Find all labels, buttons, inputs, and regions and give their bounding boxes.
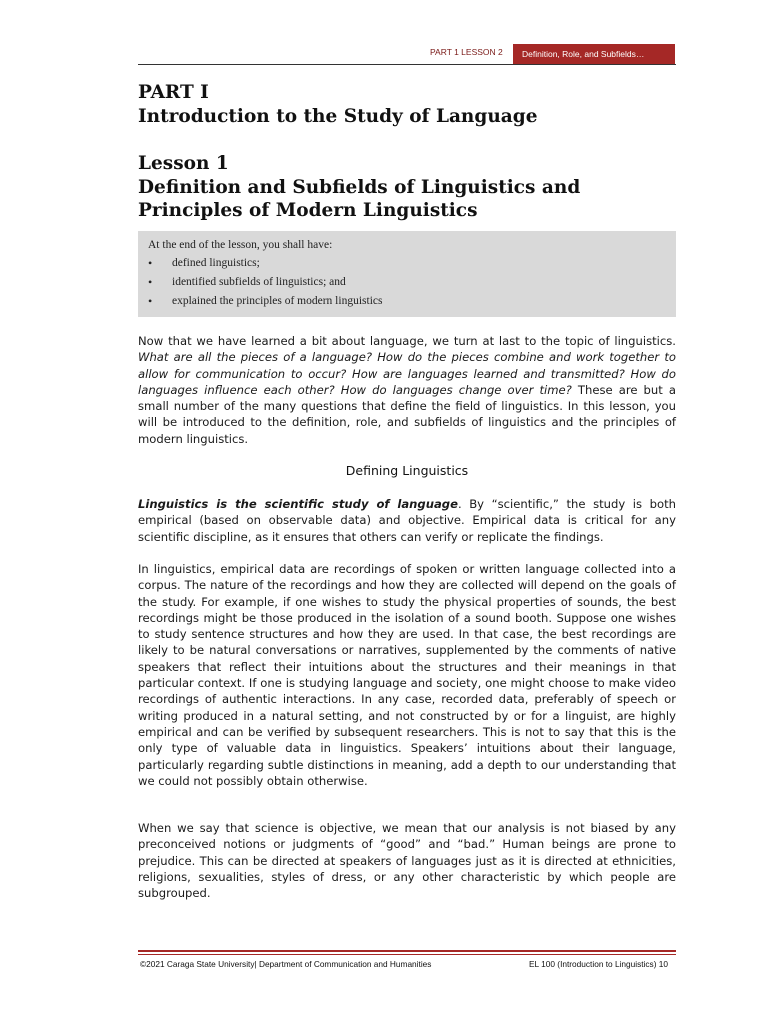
- objectives-list: [148, 254, 666, 311]
- objective-item: • explained the principles of modern linguistics: [148, 292, 666, 311]
- lesson-title-line1: Definition and Subfields of Linguistics and: [138, 176, 581, 198]
- objectives-intro: At the end of the lesson, you shall have:: [148, 239, 333, 251]
- footer-divider-thin: [138, 954, 676, 955]
- empirical-paragraph: In linguistics, empirical data are recordings of spoken or written language collected into a corpus. The nature of the recordings and how they are collected will depend on the goals of the study. For example, if one wishes to study the physical properties of sounds, the best recordings might be those produced in the isolation of a sound booth. Suppose one wishes to study sentence structures and how they are used. In that case, the best recordings are likely to be natural conversations or narratives, supplemented by the comments of native speakers that reflect their intuitions about the structures and their meanings in that particular context. If one is studying language and society, one might choose to make video recordings of authentic interactions. In any case, recorded data, preferably of speech or writing produced in a natural setting, and not constructed by or for a linguist, are highly empirical and can be verified by subsequent researchers. This is not to say that this is the only type of valuable data in linguistics. Speakers’ intuitions about their language, particularly regarding subtle distinctions in meaning, add a depth to our understanding that we could not possibly obtain otherwise.: [138, 562, 676, 788]
- intro-tail: These are but a small number of the many questions that define the field of linguistics. In this lesson, you will be introduced to the definition, role, and subfields of linguistics and the principles of modern linguistics.: [138, 382, 676, 446]
- objective-item: • defined linguistics;: [148, 254, 666, 273]
- intro-paragraph: [138, 333, 676, 447]
- footer-divider-thick: [138, 950, 676, 952]
- title-block: [138, 81, 678, 223]
- footer-institution: ©2021 Caraga State University| Department of Communication and Humanities: [140, 959, 432, 969]
- section-heading: Defining Linguistics: [345, 463, 469, 478]
- title-spacer: [138, 128, 678, 152]
- header-part-lesson: PART 1 LESSON 2: [430, 47, 503, 57]
- intro-lead: Now that we have learned a bit about language, we turn at last to the topic of linguistics.: [138, 334, 676, 348]
- definition-paragraph: [138, 496, 676, 545]
- objective-item: • identified subfields of linguistics; and: [148, 273, 666, 292]
- part-label: PART I: [138, 82, 209, 103]
- intro-questions: What are all the pieces of a language? How do the pieces combine and work together to allow for communication to occur? How are languages learned and transmitted? How do languages influence each other? How do languages change over time?: [138, 350, 676, 397]
- lesson-label: Lesson 1: [138, 153, 229, 174]
- objective-paragraph: When we say that science is objective, we mean that our analysis is not biased by any preconceived notions or judgments of “good” and “bad.” Human beings are prone to prejudice. This can be directed at speakers of languages just as it is directed at ethnicities, religions, sexualities, styles of dress, or any other characteristic by which people are subgrouped.: [138, 821, 676, 901]
- lesson-title-line2: Principles of Modern Linguistics: [138, 200, 478, 221]
- objectives-box: [138, 231, 676, 317]
- definition-emphasis: Linguistics is the scientific study of language: [138, 497, 458, 511]
- footer-course-page: EL 100 (Introduction to Linguistics) 10: [529, 959, 668, 969]
- header-divider: [138, 64, 676, 65]
- definition-rest: . By “scientific,” the study is both empirical (based on observable data) and objective. Empirical data is critical for any scientific discipline, as it ensures that others can verify or replicate the findings.: [138, 497, 676, 544]
- part-title: Introduction to the Study of Language: [138, 105, 538, 127]
- header-section-title: Definition, Role, and Subfields…: [513, 44, 675, 64]
